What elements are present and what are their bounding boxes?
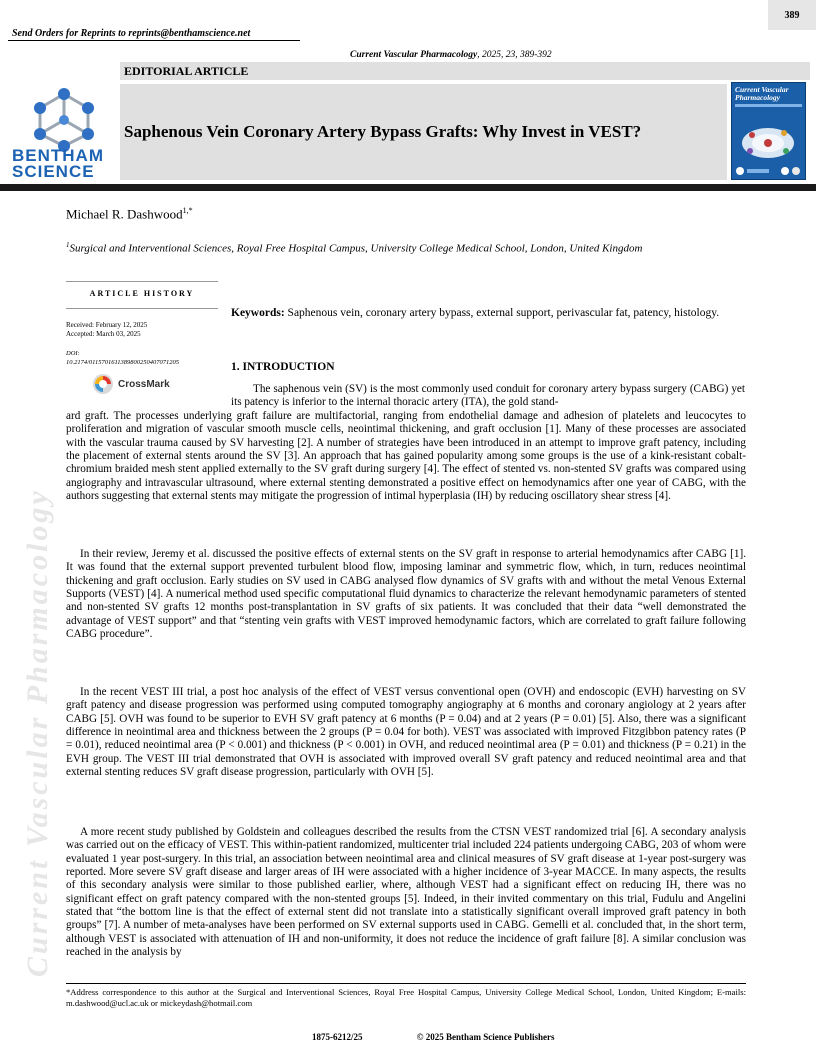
header-divider [0,184,816,191]
crossmark-badge[interactable] [92,373,184,395]
logo-line-1: BENTHAM [12,146,104,165]
title-band [120,84,727,180]
author-name: Michael R. Dashwood [66,206,183,222]
accepted-date: Accepted: March 03, 2025 [66,330,141,338]
reprint-notice[interactable]: Send Orders for Reprints to reprints@benthamscience.net [12,28,251,39]
paragraph-1-cont: ard graft. The processes underlying graft failure are multifactorial, ranging from endothelial damage and adhesion of platelets and leucocytes to proliferation and migration of vascular smooth muscle cells, neointimal thickening, and graft occlusion [1]. Many of these processes are associated with the vascular trauma caused by SV harvesting [2]. A number of strategies have been introduced in an attempt to improve graft patency, including the placement of external stents around the SV [3]. An approach that has gained popularity among some groups is the use of a kink-resistant cobalt-chromium braided mesh stent applied externally to the SV graft during surgery [4]. The effect of stented vs. non-stented SV grafts was compared using angiography and intravascular ultrasound, where external stenting demonstrated a positive effect on hemodynamics after one year of CABG, with the authors suggesting that external stents may mitigate the progression of intimal hyperplasia (IH) by reducing oscillatory shear stress [4]. [66,410,746,503]
affiliation-text: Surgical and Interventional Sciences, Royal Free Hospital Campus, University College Medical School, London, United Kingdom [69,242,643,255]
history-divider-top [66,281,218,282]
doi [66,349,179,367]
cover-footer-icon [735,166,803,176]
reprint-divider [8,40,300,41]
journal-name: Current Vascular Pharmacology [350,50,478,60]
author [66,206,193,222]
journal-watermark: Current Vascular Pharmacology [21,488,54,977]
paragraph-3: In the recent VEST III trial, a post hoc analysis of the effect of VEST versus conventional open (OVH) and endoscopic (EVH) harvesting on SV graft patency and disease progression was performed using computed tomography angiography at 6 months and coronary angiology at 2 years after CABG [5]. OVH was found to be superior to EVH SV graft patency at 6 months (P = 0.04) and at 2 years (P = 0.01) [5]. Also, there was a significant difference in neointimal area and thickness between the 2 groups (P = 0.04 for both). VEST was associated with improved Fitzgibbon patency rates (P = 0.01), reduced neointimal area (P < 0.001) and thickness (P < 0.001) in OVH, and reduced neointimal area (P = 0.01) and thickness (P = 0.21) in the EVH group. The VEST III trial demonstrated that OVH is associated with improved overall SV graft patency and reduced neointimal area and that external stenting reduces SV graft disease progression, particularly with OVH [5]. [66,686,746,779]
received-date: Received: February 12, 2025 [66,321,148,329]
page-footer [312,1032,554,1042]
publisher-copyright: © 2025 Bentham Science Publishers [416,1032,555,1042]
journal-citation [350,50,552,60]
keywords-text: Saphenous vein, coronary artery bypass, external support, perivascular fat, patency, histology. [287,307,720,319]
paragraph-1-start: The saphenous vein (SV) is the most commonly used conduit for coronary artery bypass surgery (CABG) yet its patency is inferior to the internal thoracic artery (ITA), the gold stand- [231,383,745,409]
issn: 1875-6212/25 [312,1032,363,1042]
journal-cover[interactable] [731,82,806,180]
keywords [231,306,745,320]
section-heading-introduction: 1. INTRODUCTION [231,361,335,373]
doi-link[interactable]: 10.2174/0115701611389800250407071205 [66,359,179,366]
crossmark-label: CrossMark [118,378,170,390]
affiliation-mark: 1 [66,241,70,249]
bentham-science-logo [12,148,104,180]
journal-volume: , 2025, 23, 389-392 [477,50,552,60]
article-history-heading: ARTICLE HISTORY [89,289,195,298]
cover-title: Current Vascular Pharmacology [735,85,789,102]
article-title: Saphenous Vein Coronary Artery Bypass Grafts: Why Invest in VEST? [124,122,642,141]
doi-label: DOI: [66,350,80,357]
author-affiliation-mark: 1,* [182,206,193,215]
cover-stripe [735,104,802,107]
cover-illustration-icon [738,121,800,161]
footnote-divider [66,983,746,984]
history-divider-bottom [66,308,218,309]
article-type: EDITORIAL ARTICLE [120,62,810,80]
keywords-label: Keywords: [231,307,285,319]
article-dates [66,321,147,339]
logo-line-2: SCIENCE [12,162,95,181]
crossmark-icon [92,373,114,395]
correspondence-footnote: *Address correspondence to this author at the Surgical and Interventional Sciences, Royal Free Hospital Campus, University College Medical School, London, United Kingdom; E-mails: m.dashwood@ucl.ac.uk or mickeydash@hotmail.com [66,987,746,1008]
page-number: 389 [768,0,816,30]
affiliation [66,236,746,258]
paragraph-4: A more recent study published by Goldstein and colleagues described the results from the CTSN VEST randomized trial [6]. A secondary analysis was carried out on the efficacy of VEST. This within-patient randomized, multicenter trial included 224 patients undergoing CABG, 203 of whom were evaluated 1 year post-surgery. In this trial, an association between neointimal area and clinical measures of SV graft disease at 1-year post-surgery was reported. More severe SV graft disease and larger areas of IH were associated with a higher incidence of 3-year MACCE. In many aspects, the results of this secondary analysis were similar to those published earlier, where, although VEST had a significant effect on reducing IH, there was no significant effect on graft patency compared with the non-stented groups [5]. Indeed, in their invited commentary on this trial, Fudulu and Angelini stated that “the bottom line is that the effect of external stent did not translate into a statistically significant overall improved graft patency in both groups” [7]. A number of meta-analyses have been performed on SV external supports used in CABG. Gemelli et al. concluded that, in the short term, although VEST is associated with attenuation of IH and non-uniformity, it does not reduce the incidence of graft failure [8]. A similar conclusion was reached in the analysis by [66,826,746,959]
paragraph-2: In their review, Jeremy et al. discussed the positive effects of external stents on the SV graft in response to arterial hemodynamics after CABG [1]. It was found that the external support prevented turbulent blood flow, imposing laminar and symmetric flow, which, in turn, reduces neointimal thickening and graft occlusion. Early studies on SV used in CABG analysed flow dynamics of SV grafts with and without the metal Venous External Supports (VEST) [4]. A numerical method used specific computational fluid dynamics to characterize the relevant hemodynamic parameters of stented and non-stented SV grafts 12 months post-transplantation in SV grafts of six patients. It was concluded that their data “well demonstrated the advantage of VEST support” and that “stenting vein grafts with VEST improved hemodynamic factors, which are correlated to graft failure following CABG procedure”. [66,548,746,641]
